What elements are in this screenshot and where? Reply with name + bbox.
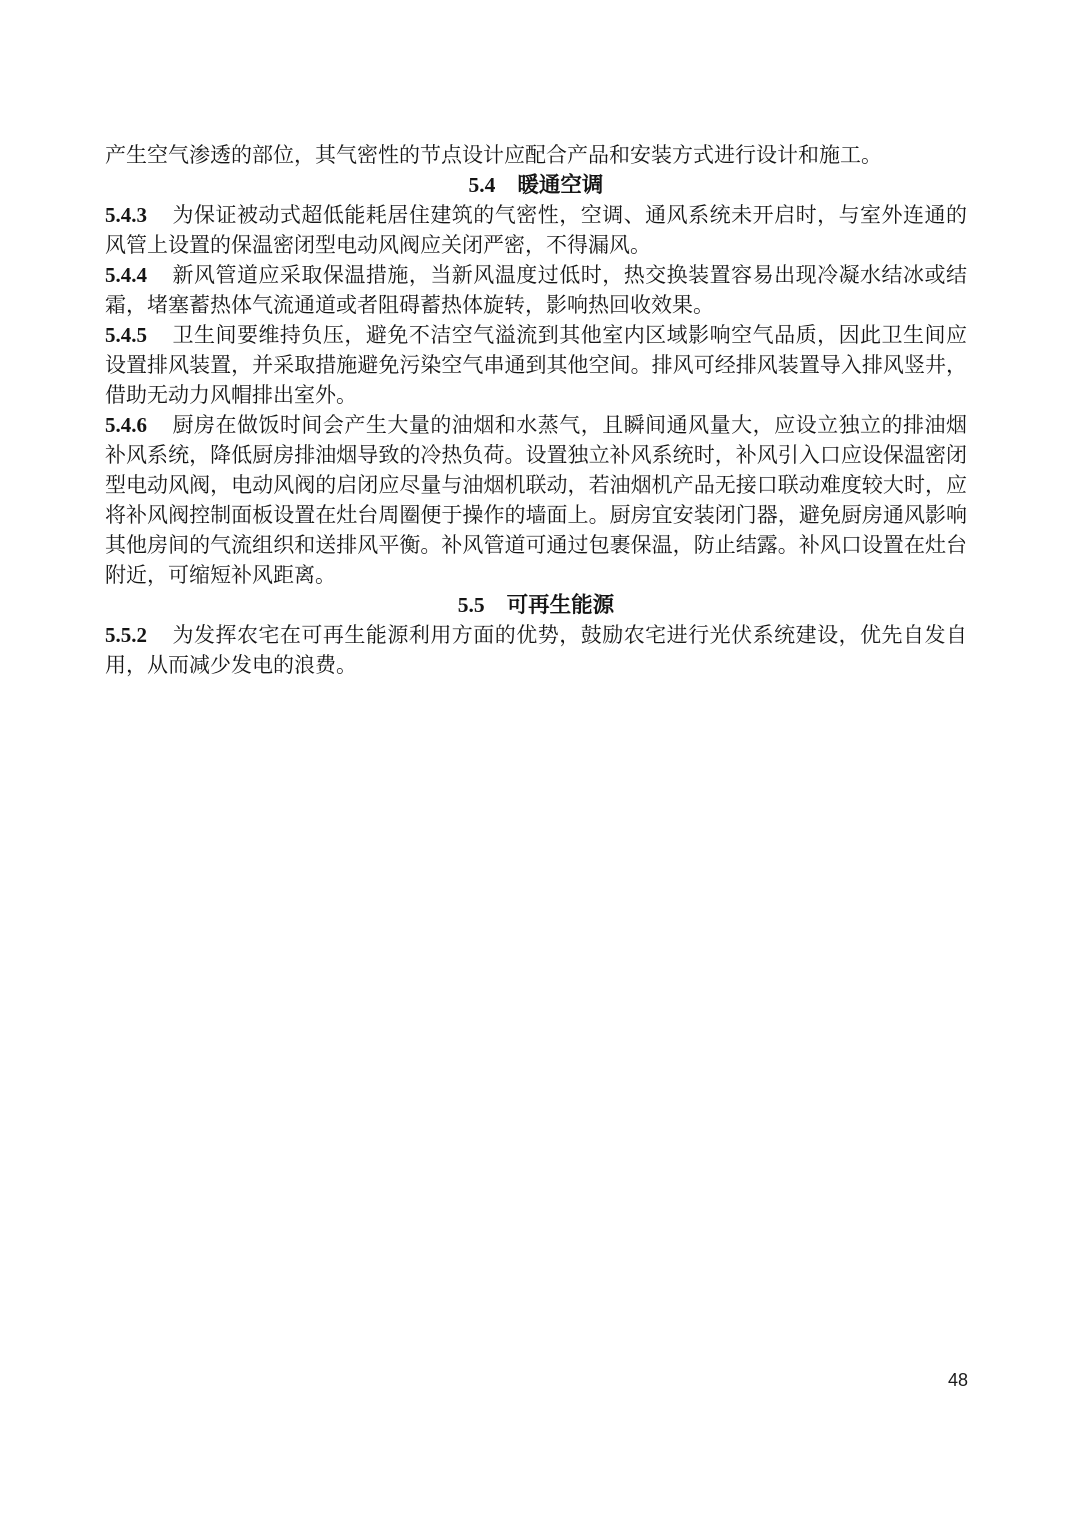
clause-5-5-2 bbox=[105, 620, 967, 680]
clause-5-4-5 bbox=[105, 320, 967, 410]
clause-text: 为发挥农宅在可再生能源利用方面的优势，鼓励农宅进行光伏系统建设，优先自发自用，从而减少发电的浪费。 bbox=[105, 623, 967, 677]
section-number: 5.5 bbox=[457, 593, 485, 617]
clause-5-4-3 bbox=[105, 200, 967, 260]
clause-number: 5.4.5 bbox=[105, 323, 147, 347]
clause-text: 卫生间要维持负压，避免不洁空气溢流到其他室内区域影响空气品质，因此卫生间应设置排风装置，并采取措施避免污染空气串通到其他空间。排风可经排风装置导入排风竖井，借助无动力风帽排出室外。 bbox=[105, 323, 967, 407]
section-heading-5-5 bbox=[105, 590, 967, 620]
page-number: 48 bbox=[947, 1370, 968, 1390]
clause-number: 5.4.3 bbox=[105, 203, 147, 227]
clause-text: 为保证被动式超低能耗居住建筑的气密性，空调、通风系统未开启时，与室外连通的风管上设置的保温密闭型电动风阀应关闭严密，不得漏风。 bbox=[105, 203, 967, 257]
paragraph-continuation: 产生空气渗透的部位，其气密性的节点设计应配合产品和安装方式进行设计和施工。 bbox=[105, 143, 882, 167]
clause-5-4-6 bbox=[105, 410, 967, 590]
section-title: 可再生能源 bbox=[506, 593, 615, 617]
section-title: 暖通空调 bbox=[517, 173, 604, 197]
clause-number: 5.5.2 bbox=[105, 623, 147, 647]
clause-number: 5.4.6 bbox=[105, 413, 147, 437]
section-heading-5-4 bbox=[105, 170, 967, 200]
clause-text: 新风管道应采取保温措施，当新风温度过低时，热交换装置容易出现冷凝水结冰或结霜，堵塞蓄热体气流通道或者阻碍蓄热体旋转，影响热回收效果。 bbox=[105, 263, 967, 317]
clause-5-4-4 bbox=[105, 260, 967, 320]
clause-number: 5.4.4 bbox=[105, 263, 147, 287]
section-number: 5.4 bbox=[468, 173, 496, 197]
clause-text: 厨房在做饭时间会产生大量的油烟和水蒸气，且瞬间通风量大，应设立独立的排油烟补风系统，降低厨房排油烟导致的冷热负荷。设置独立补风系统时，补风引入口应设保温密闭型电动风阀，电动风阀的启闭应尽量与油烟机联动，若油烟机产品无接口联动难度较大时，应将补风阀控制面板设置在灶台周圈便于操作的墙面上。厨房宜安装闭门器，避免厨房通风影响其他房间的气流组织和送排风平衡。补风管道可通过包裹保温，防止结露。补风口设置在灶台附近，可缩短补风距离。 bbox=[105, 413, 967, 587]
